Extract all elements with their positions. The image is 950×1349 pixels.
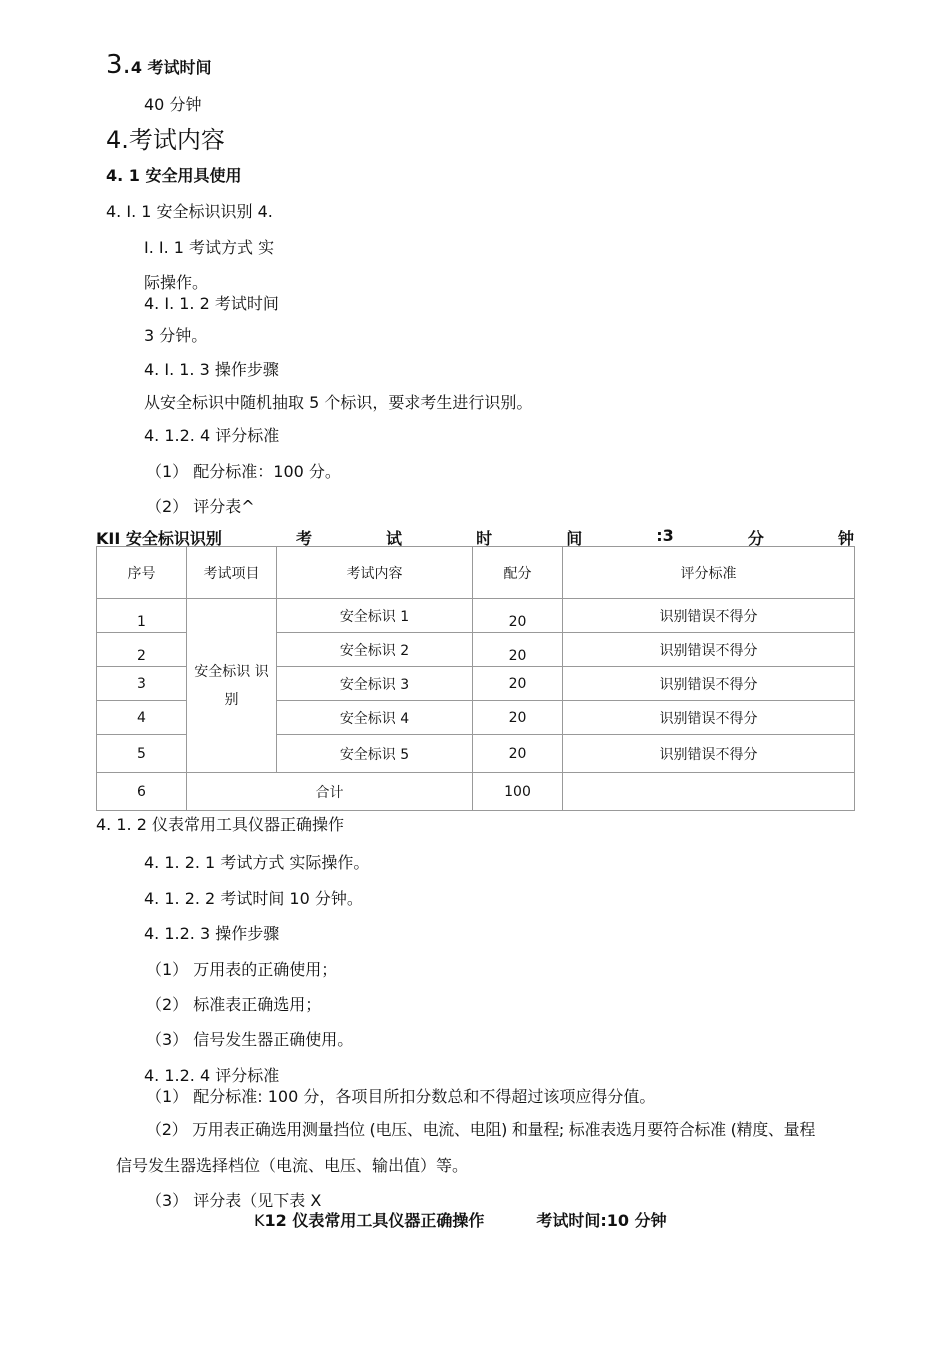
row-no: 1 xyxy=(97,599,187,633)
section-number: 3. xyxy=(106,50,131,80)
caption-cell: 考 xyxy=(295,529,312,548)
row-score: 20 xyxy=(473,599,563,633)
row-criteria: 识别错误不得分 xyxy=(563,701,855,735)
s412-score-title: 4. 1.2. 4 评分标准 xyxy=(144,1066,280,1085)
row-criteria: 识别错误不得分 xyxy=(563,735,855,773)
caption-title: 12 仪表常用工具仪器正确操作 xyxy=(264,1211,485,1230)
safety-sign-score-table xyxy=(96,546,855,811)
caption-cell: 钟 xyxy=(837,529,854,548)
project-label: 安全标识 识别 xyxy=(194,663,269,708)
row-score: 20 xyxy=(473,633,563,667)
s411-steps-title: 4. I. 1. 3 操作步骤 xyxy=(144,360,279,379)
header-cell: 考试内容 xyxy=(277,547,473,599)
s412-score3: （3） 评分表（见下表 X xyxy=(146,1191,322,1210)
section-title: 4 考试时间 xyxy=(130,58,212,77)
s411-line2: I. I. 1 考试方式 实 xyxy=(144,238,275,257)
s411-score-item1: （1） 配分标准：100 分。 xyxy=(146,462,341,481)
s411-time-value: 3 分钟。 xyxy=(144,326,208,345)
table-total-row xyxy=(97,773,855,811)
section-3-4-heading xyxy=(106,50,212,80)
s411-score-title: 4. 1.2. 4 评分标准 xyxy=(144,426,280,445)
caption-cell: 分 xyxy=(747,529,764,548)
header-cell: 考试项目 xyxy=(187,547,277,599)
project-cell xyxy=(187,599,277,773)
row-criteria: 识别错误不得分 xyxy=(563,633,855,667)
row-criteria: 识别错误不得分 xyxy=(563,599,855,633)
row-content: 安全标识 3 xyxy=(277,667,473,701)
caption-time: 考试时间:10 分钟 xyxy=(536,1211,667,1230)
s412-score1: （1） 配分标准: 100 分，各项目所扣分数总和不得超过该项应得分值。 xyxy=(146,1087,656,1106)
caption-cell: :3 xyxy=(656,526,674,545)
row-criteria: 识别错误不得分 xyxy=(563,667,855,701)
row-content: 安全标识 4 xyxy=(277,701,473,735)
total-no: 6 xyxy=(97,773,187,811)
s412-score2a: （2） 万用表正确选用测量挡位 (电压、电流、电阻) 和量程; 标准表选月要符合标准 (精度、量程 xyxy=(146,1120,816,1139)
caption-cell: 时 xyxy=(476,529,493,548)
caption-cell: 间 xyxy=(566,529,583,548)
total-score: 100 xyxy=(473,773,563,811)
table1-caption xyxy=(96,526,854,548)
s411-line3: 际操作。 xyxy=(144,273,209,292)
header-cell: 序号 xyxy=(97,547,187,599)
caption-k: K xyxy=(254,1211,265,1230)
s411-steps-text: 从安全标识中随机抽取 5 个标识，要求考生进行识别。 xyxy=(144,393,533,412)
row-content: 安全标识 1 xyxy=(277,599,473,633)
s411-score-item2: （2） 评分表^ xyxy=(146,497,255,516)
s412-step3: （3） 信号发生器正确使用。 xyxy=(146,1030,354,1049)
table-row xyxy=(97,599,855,633)
section-4-heading: 4.考试内容 xyxy=(106,126,225,154)
row-no: 2 xyxy=(97,633,187,667)
total-criteria xyxy=(563,773,855,811)
s412-time: 4. 1. 2. 2 考试时间 10 分钟。 xyxy=(144,889,363,908)
s411-line1: 4. I. 1 安全标识识别 4. xyxy=(106,202,273,221)
table-header-row xyxy=(97,547,855,599)
header-cell: 配分 xyxy=(473,547,563,599)
s411-time-title: 4. I. 1. 2 考试时间 xyxy=(144,294,279,313)
row-no: 4 xyxy=(97,701,187,735)
s412-step2: （2） 标准表正确选用； xyxy=(146,995,322,1014)
table2-caption xyxy=(254,1208,667,1231)
row-score: 20 xyxy=(473,701,563,735)
section-4-1-heading: 4. 1 安全用具使用 xyxy=(106,166,242,185)
exam-duration: 40 分钟 xyxy=(144,95,202,114)
s412-title: 4. 1. 2 仪表常用工具仪器正确操作 xyxy=(96,815,344,834)
s412-step1: （1） 万用表的正确使用； xyxy=(146,960,338,979)
row-no: 3 xyxy=(97,667,187,701)
caption-cell: KII 安全标识识别 xyxy=(96,529,222,548)
header-cell: 评分标准 xyxy=(563,547,855,599)
row-score: 20 xyxy=(473,735,563,773)
row-content: 安全标识 5 xyxy=(277,735,473,773)
row-no: 5 xyxy=(97,735,187,773)
s412-steps-title: 4. 1.2. 3 操作步骤 xyxy=(144,924,280,943)
total-label: 合计 xyxy=(187,773,473,811)
s412-method: 4. 1. 2. 1 考试方式 实际操作。 xyxy=(144,853,370,872)
row-score: 20 xyxy=(473,667,563,701)
row-content: 安全标识 2 xyxy=(277,633,473,667)
s412-score2b: 信号发生器选择档位（电流、电压、输出值）等。 xyxy=(116,1156,469,1175)
caption-cell: 试 xyxy=(386,529,403,548)
